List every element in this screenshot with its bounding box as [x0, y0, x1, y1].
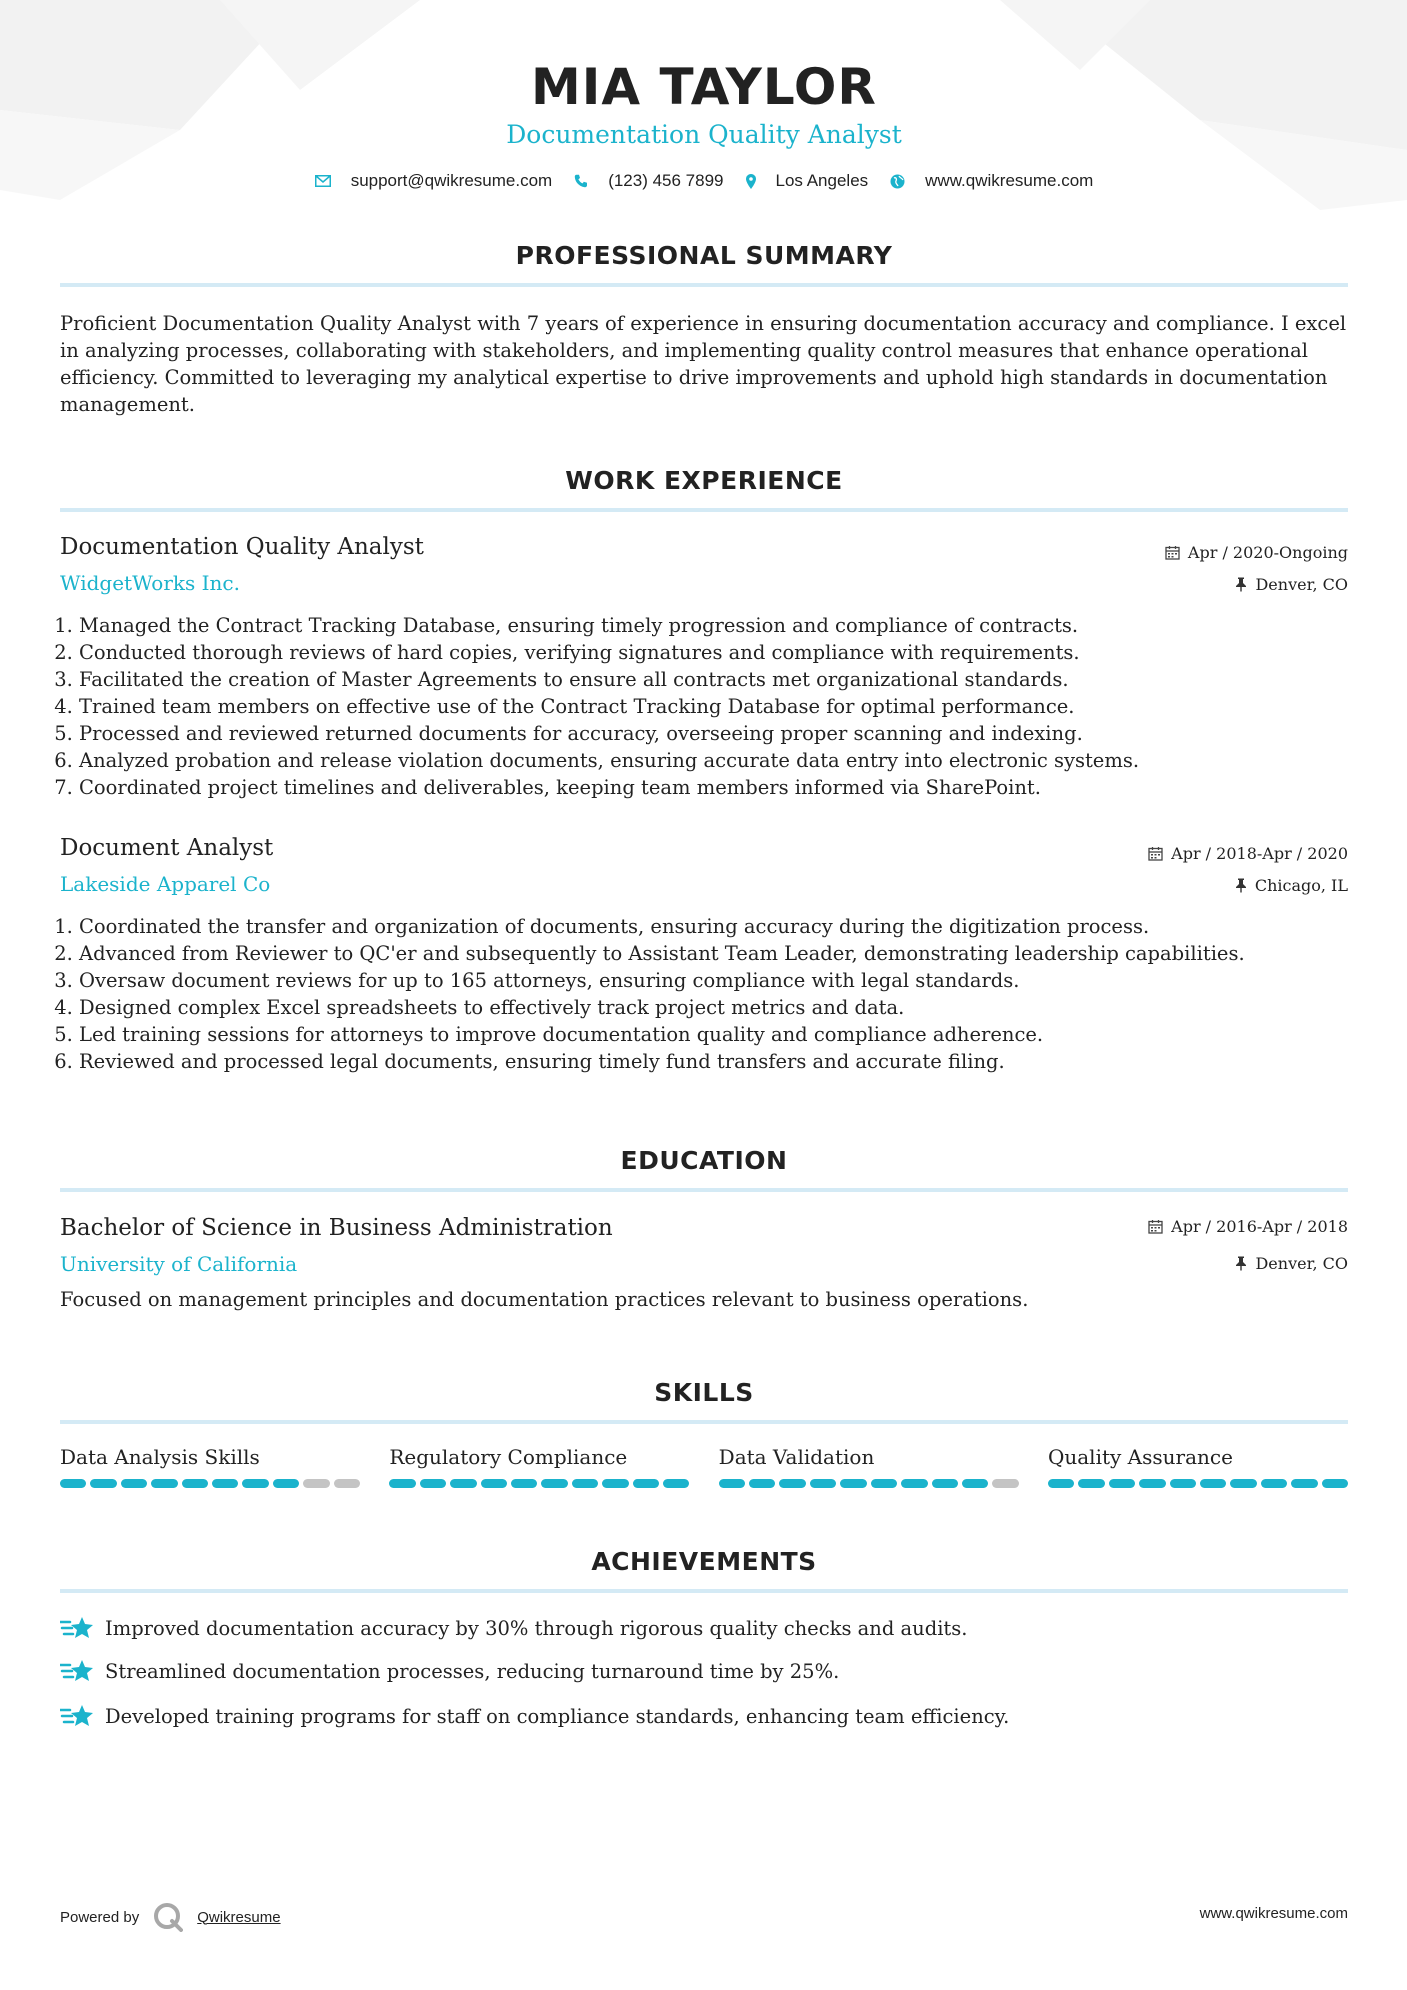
skill-dot-filled	[810, 1479, 836, 1488]
education-dates-text: Apr / 2016-Apr / 2018	[1171, 1217, 1348, 1236]
education-school: University of California	[60, 1252, 298, 1276]
calendar-icon	[1148, 846, 1163, 861]
achievement-text: Developed training programs for staff on compliance standards, enhancing team efficiency.	[105, 1704, 1010, 1728]
pushpin-icon	[1235, 577, 1247, 592]
skill-dot-filled	[871, 1479, 897, 1488]
skill-dot-filled	[212, 1479, 238, 1488]
job-bullet: 3. Oversaw document reviews for up to 165 attorneys, ensuring compliance with legal standards.	[79, 967, 1339, 994]
job-location	[1235, 575, 1348, 594]
skill-dot-filled	[633, 1479, 659, 1488]
powered-by-label: Powered by	[60, 1908, 140, 1926]
skill-dot-filled	[60, 1479, 86, 1488]
skill-dot-filled	[389, 1479, 415, 1488]
achievement-text: Improved documentation accuracy by 30% through rigorous quality checks and audits.	[105, 1616, 968, 1640]
skill-dot-filled	[1139, 1479, 1165, 1488]
skill-rating	[60, 1479, 360, 1488]
skill-item	[719, 1445, 1019, 1488]
contact-phone[interactable]	[574, 171, 723, 191]
skill-dot-filled	[1170, 1479, 1196, 1488]
skill-dot-filled	[273, 1479, 299, 1488]
skill-dot-empty	[992, 1479, 1018, 1488]
skill-dot-filled	[182, 1479, 208, 1488]
summary-divider	[60, 283, 1348, 287]
skill-item	[60, 1445, 360, 1488]
skill-dot-filled	[1078, 1479, 1104, 1488]
skill-item	[389, 1445, 689, 1488]
skill-rating	[1048, 1479, 1348, 1488]
achievement-item	[60, 1614, 967, 1642]
skill-dot-filled	[420, 1479, 446, 1488]
qwikresume-logo-icon	[153, 1902, 183, 1932]
skill-dot-empty	[334, 1479, 360, 1488]
skill-dot-filled	[901, 1479, 927, 1488]
contact-website-text: www.qwikresume.com	[925, 171, 1094, 190]
job-bullet: 6. Reviewed and processed legal documents, ensuring timely fund transfers and accurate filing.	[79, 1048, 1339, 1075]
skill-rating	[389, 1479, 689, 1488]
job-bullet: 5. Processed and reviewed returned documents for accuracy, overseeing proper scanning and indexing.	[79, 720, 1339, 747]
job-bullet: 1. Coordinated the transfer and organization of documents, ensuring accuracy during the digitization process.	[79, 913, 1339, 940]
candidate-name: MIA TAYLOR	[531, 58, 877, 116]
skills-heading: SKILLS	[654, 1378, 754, 1407]
calendar-icon	[1148, 1219, 1163, 1234]
contact-email[interactable]	[315, 171, 553, 191]
job-company: Lakeside Apparel Co	[60, 872, 271, 896]
footer-website-link[interactable]: www.qwikresume.com	[1199, 1905, 1348, 1922]
education-degree: Bachelor of Science in Business Administration	[60, 1215, 613, 1241]
qwikresume-link[interactable]: Qwikresume	[197, 1908, 281, 1926]
skill-dot-filled	[749, 1479, 775, 1488]
job-title: Documentation Quality Analyst	[60, 534, 424, 560]
job-bullet: 4. Trained team members on effective use of the Contract Tracking Database for optimal performance.	[79, 693, 1339, 720]
job-location-text: Chicago, IL	[1254, 876, 1348, 895]
summary-heading: PROFESSIONAL SUMMARY	[515, 241, 893, 270]
globe-icon	[890, 174, 905, 189]
skill-dot-filled	[242, 1479, 268, 1488]
achievement-item	[60, 1702, 1009, 1730]
education-location-text: Denver, CO	[1255, 1254, 1348, 1273]
education-heading: EDUCATION	[620, 1146, 788, 1175]
job-bullet: 4. Designed complex Excel spreadsheets to effectively track project metrics and data.	[79, 994, 1339, 1021]
skill-label: Quality Assurance	[1047, 1445, 1233, 1469]
envelope-icon	[315, 175, 331, 187]
job-company: WidgetWorks Inc.	[60, 571, 240, 595]
skill-dot-filled	[1048, 1479, 1074, 1488]
contact-phone-text: (123) 456 7899	[608, 171, 724, 190]
skill-dot-filled	[1291, 1479, 1317, 1488]
map-pin-icon	[746, 174, 756, 189]
skill-item	[1048, 1445, 1348, 1488]
contact-website[interactable]	[890, 171, 1093, 191]
shooting-star-icon	[60, 1657, 95, 1685]
achievements-divider	[60, 1589, 1348, 1593]
summary-text: Proficient Documentation Quality Analyst with 7 years of experience in ensuring documentation accuracy and compliance. I excel in analyzing processes, collaborating with stakeholders, and implementing quality control measures that enhance operational efficiency. Committed to leveraging my analytical expertise to drive improvements and uphold high standards in documentation management.	[60, 312, 1347, 416]
education-divider	[60, 1188, 1348, 1192]
skills-divider	[60, 1420, 1348, 1424]
contact-bar	[60, 171, 1348, 191]
skill-dot-filled	[602, 1479, 628, 1488]
candidate-title: Documentation Quality Analyst	[506, 120, 902, 149]
job-bullet: 2. Conducted thorough reviews of hard copies, verifying signatures and compliance with requirements.	[79, 639, 1339, 666]
education-location	[1235, 1254, 1348, 1273]
skill-rating	[719, 1479, 1019, 1488]
skill-dot-filled	[962, 1479, 988, 1488]
skill-dot-filled	[1230, 1479, 1256, 1488]
pushpin-icon	[1235, 1256, 1247, 1271]
skill-dot-filled	[779, 1479, 805, 1488]
skill-dot-filled	[572, 1479, 598, 1488]
job-dates	[1148, 844, 1348, 863]
skill-label: Regulatory Compliance	[389, 1445, 628, 1469]
job-bullet: 5. Led training sessions for attorneys to improve documentation quality and compliance adherence.	[79, 1021, 1339, 1048]
job-bullets	[60, 612, 1339, 801]
job-bullet: 3. Facilitated the creation of Master Agreements to ensure all contracts met organizational standards.	[79, 666, 1339, 693]
phone-icon	[574, 174, 588, 188]
skill-dot-filled	[1109, 1479, 1135, 1488]
skill-dot-filled	[511, 1479, 537, 1488]
job-bullet: 7. Coordinated project timelines and deliverables, keeping team members informed via SharePoint.	[79, 774, 1339, 801]
skills-list	[60, 1445, 1348, 1488]
skill-dot-filled	[541, 1479, 567, 1488]
job-dates-text: Apr / 2020-Ongoing	[1187, 543, 1348, 562]
skill-dot-filled	[932, 1479, 958, 1488]
job-title: Document Analyst	[60, 835, 274, 861]
experience-divider	[60, 508, 1348, 512]
skill-dot-filled	[1322, 1479, 1348, 1488]
pushpin-icon	[1235, 878, 1247, 893]
achievements-heading: ACHIEVEMENTS	[591, 1547, 817, 1576]
shooting-star-icon	[60, 1702, 95, 1730]
job-bullet: 1. Managed the Contract Tracking Database, ensuring timely progression and compliance of contracts.	[79, 612, 1339, 639]
skill-label: Data Analysis Skills	[60, 1445, 260, 1469]
job-dates-text: Apr / 2018-Apr / 2020	[1171, 844, 1348, 863]
skill-label: Data Validation	[718, 1445, 875, 1469]
experience-heading: WORK EXPERIENCE	[565, 466, 843, 495]
job-bullet: 2. Advanced from Reviewer to QC'er and subsequently to Assistant Team Leader, demonstrating leadership capabilities.	[79, 940, 1339, 967]
shooting-star-icon	[60, 1614, 95, 1642]
skill-dot-empty	[303, 1479, 329, 1488]
contact-email-text: support@qwikresume.com	[350, 171, 553, 190]
skill-dot-filled	[450, 1479, 476, 1488]
contact-location	[746, 171, 869, 191]
job-location	[1235, 876, 1348, 895]
education-dates	[1148, 1217, 1348, 1236]
skill-dot-filled	[1200, 1479, 1226, 1488]
job-bullet: 6. Analyzed probation and release violation documents, ensuring accurate data entry into electronic systems.	[79, 747, 1339, 774]
skill-dot-filled	[481, 1479, 507, 1488]
contact-location-text: Los Angeles	[775, 171, 869, 190]
job-bullets	[60, 913, 1339, 1075]
skill-dot-filled	[90, 1479, 116, 1488]
footer-powered-by	[60, 1902, 281, 1932]
calendar-icon	[1165, 545, 1180, 560]
skill-dot-filled	[151, 1479, 177, 1488]
achievement-text: Streamlined documentation processes, reducing turnaround time by 25%.	[105, 1659, 840, 1683]
skill-dot-filled	[121, 1479, 147, 1488]
achievement-item	[60, 1657, 839, 1685]
education-description: Focused on management principles and documentation practices relevant to business operations.	[60, 1288, 1029, 1311]
skill-dot-filled	[1261, 1479, 1287, 1488]
job-dates	[1165, 543, 1348, 562]
skill-dot-filled	[663, 1479, 689, 1488]
skill-dot-filled	[840, 1479, 866, 1488]
job-location-text: Denver, CO	[1255, 575, 1348, 594]
skill-dot-filled	[719, 1479, 745, 1488]
